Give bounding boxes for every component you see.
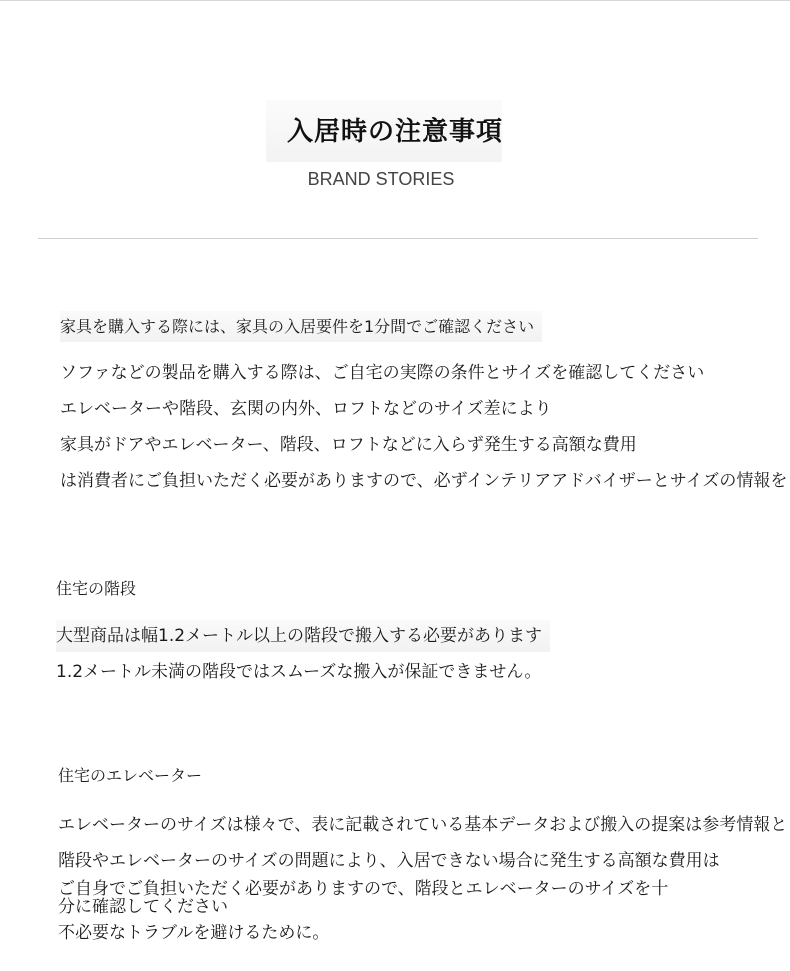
stairs-line-2: 1.2メートル未満の階段ではスムーズな搬入が保証できません。 (56, 662, 542, 682)
elevator-line-4: 分に確認してください (58, 897, 228, 917)
intro-line-3: 家具がドアやエレベーター、階段、ロフトなどに入らず発生する高額な費用 (60, 435, 637, 455)
stairs-line-1-text: 大型商品は幅1.2メートル以上の階段で搬入する必要があります (56, 620, 550, 652)
elevator-line-5: 不必要なトラブルを避けるために。 (58, 923, 330, 943)
intro-line-4: は消費者にご負担いただく必要がありますので、必ずインテリアアドバイザーとサイズの情報を (60, 471, 788, 491)
elevator-line-1: エレベーターのサイズは様々で、表に記載されている基本データおよび搬入の提案は参考情報と (58, 815, 788, 835)
elevator-line-3: ご自身でご負担いただく必要がありますので、階段とエレベーターのサイズを十 (58, 879, 669, 899)
elevator-heading: 住宅のエレベーター (58, 766, 203, 785)
top-border (0, 0, 790, 1)
intro-heading-text: 家具を購入する際には、家具の入居要件を1分間でご確認ください (60, 311, 542, 342)
intro-line-2: エレベーターや階段、玄関の内外、ロフトなどのサイズ差により (60, 399, 552, 419)
page-subtitle: BRAND STORIES (307, 169, 455, 189)
elevator-line-2: 階段やエレベーターのサイズの問題により、入居できない場合に発生する高額な費用は (58, 851, 720, 871)
intro-line-1: ソファなどの製品を購入する際は、ご自宅の実際の条件とサイズを確認してください (60, 363, 705, 383)
intro-heading (60, 316, 542, 338)
page-title: 入居時の注意事項 (286, 117, 503, 147)
stairs-line-1 (56, 625, 550, 647)
stairs-heading: 住宅の階段 (56, 579, 137, 598)
section-divider (38, 238, 758, 239)
